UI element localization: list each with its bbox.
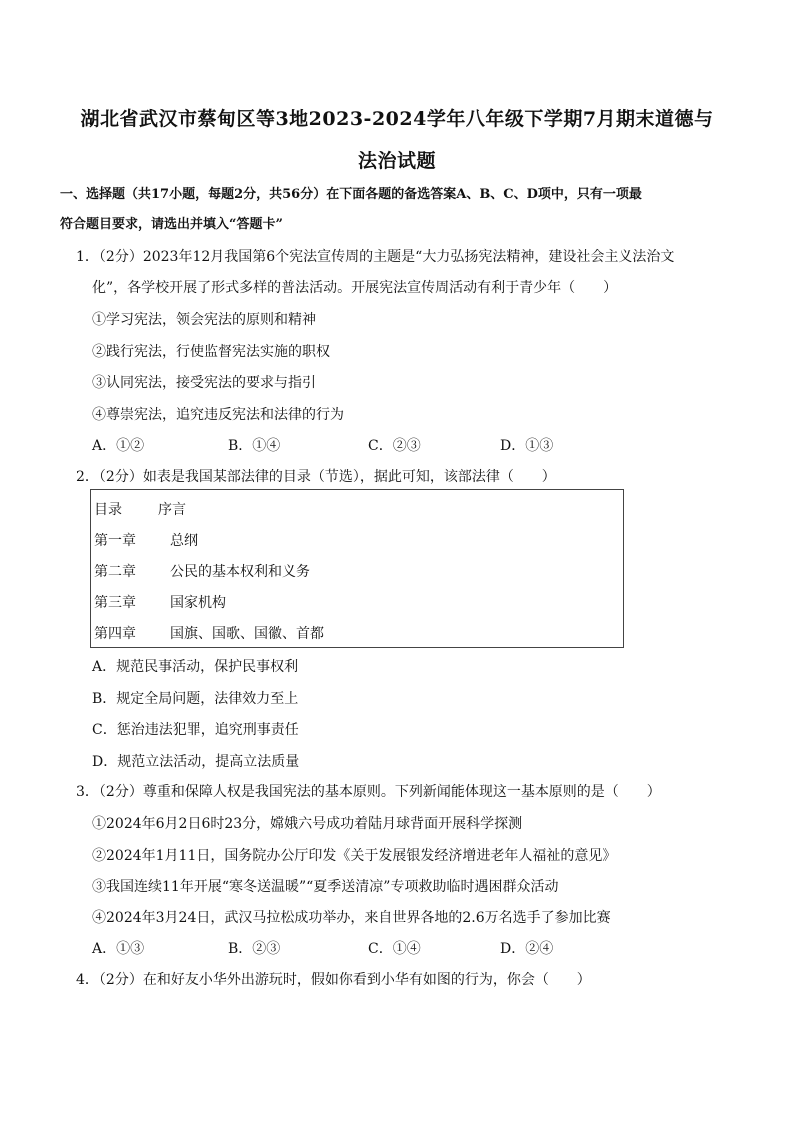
q1-option-a[interactable]: A．①② bbox=[92, 438, 145, 454]
toc-chapter-title: 总纲 bbox=[170, 533, 198, 549]
toc-chapter-title: 公民的基本权利和义务 bbox=[170, 564, 310, 580]
q4-stem: 4．（2分）在和好友小华外出游玩时，假如你看到小华有如图的行为，你会（ ） bbox=[76, 972, 591, 988]
q3-option-c[interactable]: C．①④ bbox=[368, 941, 421, 957]
q1-stem-line2: 化”，各学校开展了形式多样的普法活动。开展宪法宣传周活动有利于青少年（ ） bbox=[92, 280, 618, 296]
exam-title-line2: 法治试题 bbox=[357, 150, 436, 172]
q2-option-a[interactable]: A．规范民事活动，保护民事权利 bbox=[92, 659, 299, 675]
toc-row bbox=[94, 561, 310, 581]
section-instructions-line2: 符合题目要求，请选出并填入“答题卡” bbox=[60, 217, 283, 232]
q3-option-d[interactable]: D．②④ bbox=[500, 941, 554, 957]
q3-item: ④2024年3月24日，武汉马拉松成功举办，来自世界各地的2.6万名选手了参加比赛 bbox=[92, 910, 611, 926]
q1-item: ③认同宪法，接受宪法的要求与指引 bbox=[92, 375, 316, 391]
toc-chapter-number: 第一章 bbox=[94, 533, 136, 549]
q1-item: ①学习宪法，领会宪法的原则和精神 bbox=[92, 312, 316, 328]
q3-item: ③我国连续11年开展“寒冬送温暖”“夏季送清凉”专项救助临时遇困群众活动 bbox=[92, 879, 559, 895]
toc-chapter-number: 第二章 bbox=[94, 564, 136, 580]
section-instructions bbox=[60, 180, 740, 240]
q2-stem: 2．（2分）如表是我国某部法律的目录（节选），据此可知，该部法律（ ） bbox=[76, 469, 556, 485]
q3-stem: 3．（2分）尊重和保障人权是我国宪法的基本原则。下列新闻能体现这一基本原则的是（ ） bbox=[76, 784, 661, 800]
q2-option-d[interactable]: D．规范立法活动，提高立法质量 bbox=[92, 754, 300, 770]
q1-item: ②践行宪法，行使监督宪法实施的职权 bbox=[92, 344, 330, 360]
toc-header-label: 目录 bbox=[94, 502, 122, 518]
toc-chapter-title: 国旗、国歌、国徽、首都 bbox=[170, 626, 324, 642]
toc-header-row bbox=[94, 499, 186, 519]
q3-option-b[interactable]: B．②③ bbox=[228, 941, 281, 957]
q2-option-c[interactable]: C．惩治违法犯罪，追究刑事责任 bbox=[92, 722, 299, 738]
q2-option-b[interactable]: B．规定全局问题，法律效力至上 bbox=[92, 691, 299, 707]
q1-option-d[interactable]: D．①③ bbox=[500, 438, 554, 454]
toc-row bbox=[94, 623, 324, 643]
q1-stem-line1: 1．（2分）2023年12月我国第6个宪法宣传周的主题是“大力弘扬宪法精神，建设社会主义法治文 bbox=[76, 249, 675, 265]
q1-item: ④尊崇宪法，追究违反宪法和法律的行为 bbox=[92, 407, 344, 423]
law-table-of-contents bbox=[90, 489, 624, 648]
q3-item: ②2024年1月11日，国务院办公厅印发《关于发展银发经济增进老年人福祉的意见》 bbox=[92, 848, 617, 864]
toc-chapter-number: 第四章 bbox=[94, 626, 136, 642]
q1-option-c[interactable]: C．②③ bbox=[368, 438, 421, 454]
exam-title-line1: 湖北省武汉市蔡甸区等3地2023-2024学年八年级下学期7月期末道德与 bbox=[80, 108, 714, 130]
toc-preamble: 序言 bbox=[158, 502, 186, 518]
q1-option-b[interactable]: B．①④ bbox=[228, 438, 281, 454]
q3-item: ①2024年6月2日6时23分，嫦娥六号成功着陆月球背面开展科学探测 bbox=[92, 816, 523, 832]
toc-chapter-number: 第三章 bbox=[94, 595, 136, 611]
section-instructions-line1: 一、选择题（共17小题，每题2分，共56分）在下面各题的备选答案A、B、C、D项中，只有一项最 bbox=[60, 187, 642, 202]
q3-option-a[interactable]: A．①③ bbox=[92, 941, 145, 957]
toc-chapter-title: 国家机构 bbox=[170, 595, 226, 611]
toc-row bbox=[94, 592, 226, 612]
toc-row bbox=[94, 530, 198, 550]
